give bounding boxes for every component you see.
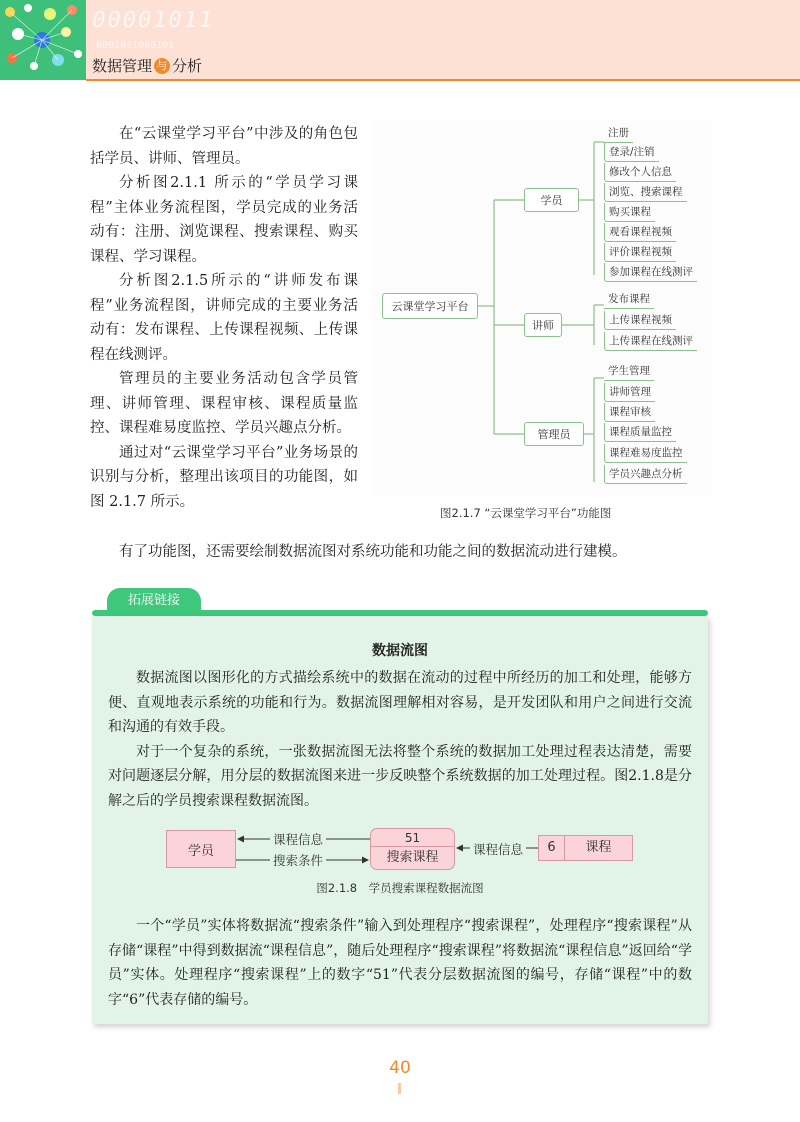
diagram-leaf: 上传课程在线测评: [604, 332, 697, 351]
header-binary-decoration-small: 0001011000101: [96, 40, 175, 51]
figure-caption: 图2.1.7 “云课堂学习平台”功能图: [440, 506, 612, 520]
body-text-column: [90, 122, 358, 514]
diagram-leaf: 浏览、搜索课程: [604, 183, 687, 202]
diagram-leaf: 课程质量监控: [604, 423, 676, 442]
diagram-leaf: 讲师管理: [604, 383, 655, 402]
function-diagram: [372, 120, 712, 495]
diagram-leaf: 登录/注销: [604, 143, 659, 162]
dfd-flow-label: 搜索条件: [270, 851, 326, 869]
diagram-leaf: 上传课程视频: [604, 311, 676, 330]
paragraph: 有了功能图，还需要绘制数据流图对系统功能和功能之间的数据流动进行建模。: [119, 544, 627, 560]
page-number: 40: [389, 1058, 411, 1078]
paragraph: 分析图2.1.5所示的“讲师发布课程”业务流程图，讲师完成的主要业务活动有：发布课程、上传课程视频、上传课程在线测评。: [90, 273, 358, 363]
diagram-branch-admin: 管理员: [524, 422, 584, 446]
dfd-store-number: 6: [539, 836, 565, 860]
page-number-marker: [398, 1083, 401, 1094]
paragraph: 一个“学员”实体将数据流“搜索条件”输入到处理程序“搜索课程”，处理程序“搜索课程”从存储“课程”中得到数据流“课程信息”，随后处理程序“搜索课程”将数据流“课程信息”返回给“学员”实体。处理程序“搜索课程”上的数字“51”代表分层数据流图的编号，存储“课程”中的数字“6”代表存储的编号。: [108, 918, 692, 1008]
diagram-leaf: 发布课程: [604, 290, 654, 309]
diagram-root-node: 云课堂学习平台: [382, 293, 478, 319]
chapter-title-connector: 与: [154, 58, 170, 74]
figure-caption: 图2.1.8 学员搜索课程数据流图: [316, 881, 484, 895]
paragraph: 管理员的主要业务活动包含学员管理、讲师管理、课程审核、课程质量监控、课程难易度监控、学员兴趣点分析。: [90, 371, 358, 436]
diagram-leaf: 购买课程: [604, 203, 655, 222]
diagram-leaf: 课程难易度监控: [604, 444, 687, 463]
diagram-leaf: 注册: [604, 124, 633, 143]
page-header: [0, 0, 800, 80]
dfd-process-name: 搜索课程: [386, 850, 439, 865]
extension-paragraph: [108, 914, 692, 1012]
extension-paragraph: [108, 666, 692, 813]
dfd-process-search-course: [370, 828, 455, 870]
diagram-leaf: 课程审核: [604, 403, 655, 422]
diagram-branch-student: 学员: [524, 188, 579, 212]
dfd-flow-label: 课程信息: [470, 840, 526, 858]
diagram-leaf: 修改个人信息: [604, 163, 676, 182]
paragraph: 在“云课堂学习平台”中涉及的角色包括学员、讲师、管理员。: [90, 126, 358, 167]
diagram-branch-teacher: 讲师: [524, 313, 562, 337]
diagram-leaf: 评价课程视频: [604, 243, 676, 262]
network-icons-icon: [0, 0, 86, 80]
diagram-leaf: 学生管理: [604, 362, 654, 381]
header-binary-decoration: 00001011: [89, 8, 217, 33]
chapter-title: [92, 55, 202, 76]
paragraph: 通过对“云课堂学习平台”业务场景的识别与分析，整理出该项目的功能图，如图 2.1.7 所示。: [90, 444, 358, 510]
diagram-leaf: 观看课程视频: [604, 223, 676, 242]
diagram-leaf: 参加课程在线测评: [604, 263, 697, 282]
dfd-store-course: [538, 835, 633, 861]
dfd-store-name: 课程: [585, 840, 612, 855]
chapter-title-part1: 数据管理: [92, 57, 153, 75]
extension-tab: 拓展链接: [107, 588, 201, 614]
dfd-flow-label: 课程信息: [270, 830, 326, 848]
dfd-process-number: 51: [371, 829, 454, 847]
extension-box: [92, 616, 708, 1024]
dfd-entity-student: 学员: [166, 830, 236, 868]
paragraph: 分析图2.1.1 所示的“学员学习课程”主体业务流程图，学员完成的业务活动有：注册、浏览课程、搜索课程、购买课程、学习课程。: [90, 175, 358, 265]
paragraph: 数据流图以图形化的方式描绘系统中的数据在流动的过程中所经历的加工和处理，能够方便、直观地表示系统的功能和行为。数据流图理解相对容易，是开发团队和用户之间进行交流和沟通的有效手段。: [108, 670, 692, 735]
extension-title: 数据流图: [372, 643, 428, 659]
paragraph: 对于一个复杂的系统，一张数据流图无法将整个系统的数据加工处理过程表达清楚，需要对问题逐层分解，用分层的数据流图来进一步反映整个系统数据的加工处理过程。图2.1.8是分解之后的学员搜索课程数据流图。: [108, 743, 692, 809]
header-divider: [86, 79, 800, 81]
header-decoration-image: [0, 0, 86, 80]
diagram-leaf: 学员兴趣点分析: [604, 465, 687, 484]
chapter-title-part2: 分析: [172, 57, 203, 75]
